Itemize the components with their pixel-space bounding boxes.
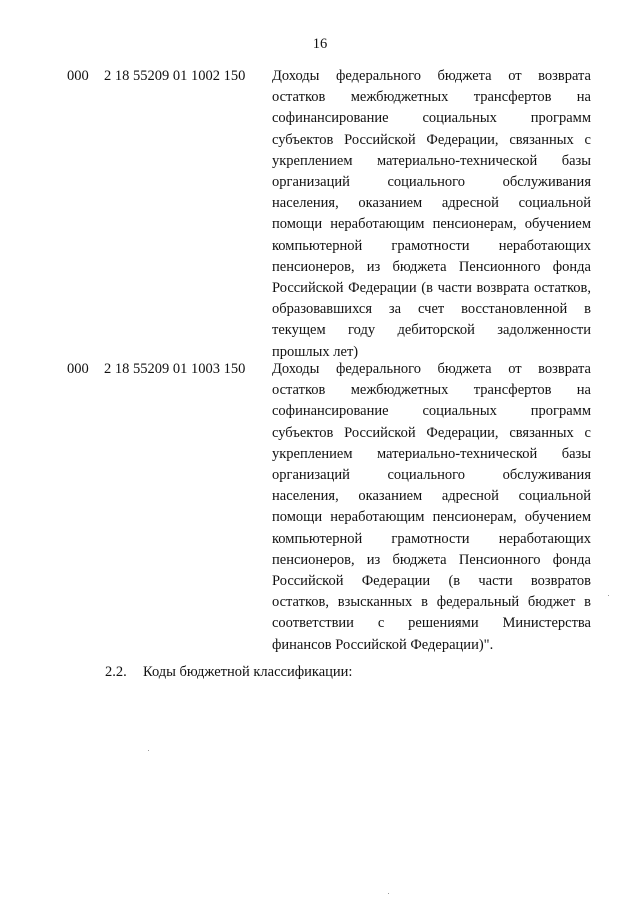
kbk-code: 2 18 55209 01 1003 150 bbox=[104, 361, 246, 377]
revenue-description: Доходы федерального бюджета от возврата остатков межбюджетных трансфертов на софинансирование социальных программ субъектов Российской Федерации, связанных с укреплением материально-технической базы организаций социального обслуживания населения, оказанием адресной социальной помощи неработающим пенсионерам, обучением компьютерной грамотности неработающих пенсионеров, из бюджета Пенсионного фонда Российской Федерации (в части возвратов остатков, взысканных в федеральный бюджет в соответствии с решениями Министерства финансов Российской Федерации)". bbox=[272, 361, 591, 653]
scan-speck bbox=[608, 595, 609, 596]
revenue-description: Доходы федерального бюджета от возврата остатков межбюджетных трансфертов на софинансирование социальных программ субъектов Российской Федерации, связанных с укреплением материально-технической базы организаций социального обслуживания населения, оказанием адресной социальной помощи неработающим пенсионерам, обучением компьютерной грамотности неработающих пенсионеров, из бюджета Пенсионного фонда Российской Федерации (в части возврата остатков, образовавшихся за счет восстановленной в текущем году дебиторской задолженности прошлых лет) bbox=[272, 68, 591, 360]
scan-speck bbox=[148, 750, 149, 751]
scan-speck bbox=[388, 893, 389, 894]
section-number: 2.2. bbox=[105, 664, 127, 680]
section-heading bbox=[105, 662, 352, 683]
page-number: 16 bbox=[312, 36, 328, 52]
kbk-code: 2 18 55209 01 1002 150 bbox=[104, 68, 246, 84]
section-title: Коды бюджетной классификации: bbox=[143, 664, 353, 680]
admin-code: 000 bbox=[67, 361, 89, 377]
admin-code: 000 bbox=[67, 68, 89, 84]
